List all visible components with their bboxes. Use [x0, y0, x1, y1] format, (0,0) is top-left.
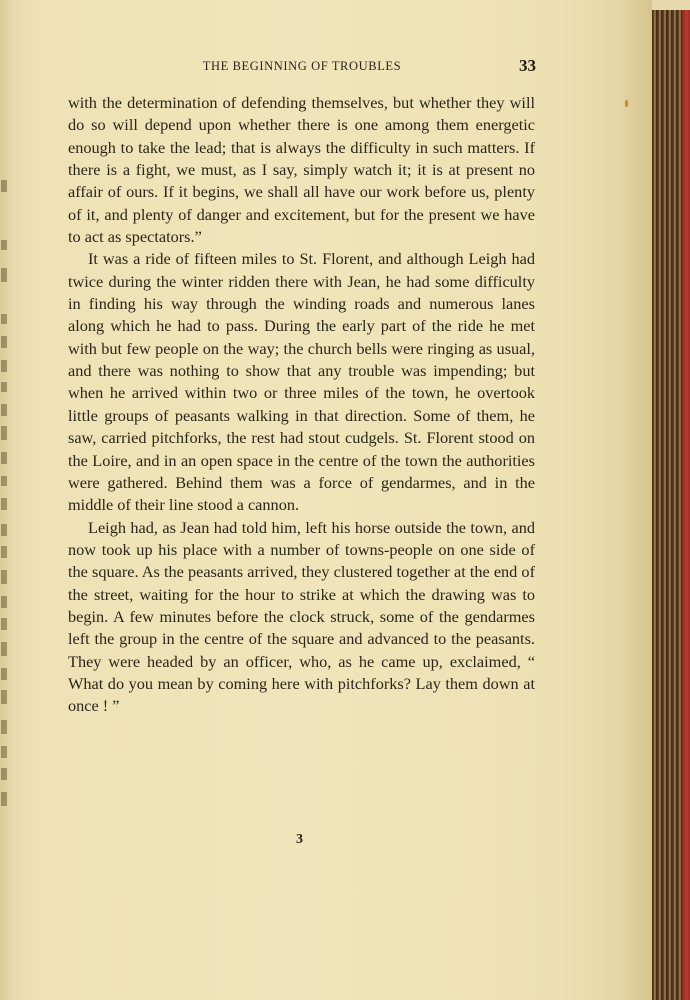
running-head: THE BEGINNING OF TROUBLES	[202, 59, 402, 73]
paragraph-3: Leigh had, as Jean had told him, left his horse outside the town, and now took up his place with a number of towns-people on one side of the square. As the peasants arrived, they clustered together at the end of the street, waiting for the hour to strike at which the drawing was to begin. A few minutes before the clock struck, some of the gendarmes left the group in the centre of the square and advanced to the peasants. They were headed by an officer, who, as he came up, exclaimed, “ What do you mean by coming here with pitchforks? Lay them down at once ! ”	[68, 517, 535, 716]
page-edge-top	[652, 0, 690, 10]
book-cover-edge	[682, 0, 690, 1000]
signature-mark: 3	[296, 832, 303, 847]
book-page-edge	[652, 0, 690, 1000]
paper-fleck	[625, 100, 628, 107]
body-text	[68, 92, 535, 718]
paragraph-1: with the determination of defending themselves, but whether they will do so will depend upon whether there is one among them energetic enough to take the lead; that is always the difficulty in such matters. If there is a fight, we must, as I say, simply watch it; it is at present no affair of ours. If it begins, we shall all have our work before us, plenty of it, and plenty of danger and excitement, but for the present we have to act as spectators.”	[68, 93, 535, 247]
gutter-bleed-through	[0, 180, 16, 830]
page-header	[68, 56, 536, 80]
page-number: 33	[519, 56, 536, 75]
page-edge-stripes	[652, 0, 682, 1000]
paragraph-2: It was a ride of fifteen miles to St. Florent, and although Leigh had twice during the winter ridden there with Jean, he had some difficulty in finding his way through the winding roads and numerous lanes along which he had to pass. During the early part of the ride he met with but few people on the way; the church bells were ringing as usual, and there was nothing to show that any trouble was impending; but when he arrived within two or three miles of the town, he overtook little groups of peasants walking in that direction. Some of them, he saw, carried pitchforks, the rest had stout cudgels. St. Florent stood on the Loire, and in an open space in the centre of the town the authorities were gathered. Behind them was a force of gendarmes, and in the middle of their line stood a cannon.	[68, 249, 535, 515]
